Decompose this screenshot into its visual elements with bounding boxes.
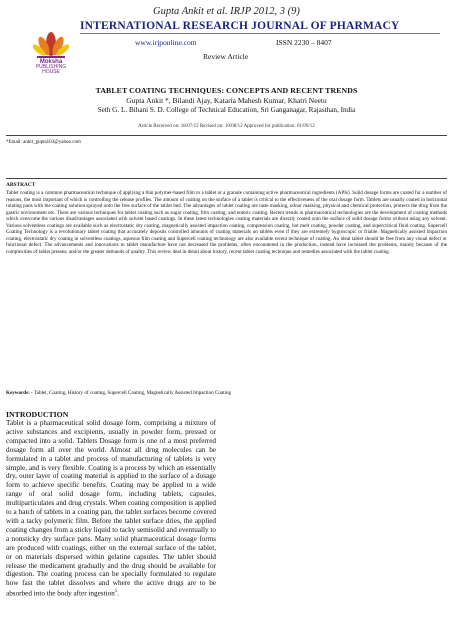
intro-text: Tablet is a pharmaceutical solid dosage form, comprising a mixture of active substances and excipients, usually in powder form, pressed or compacted into a solid. Tablets Dosage form is one of a most preferred dosage form all over the world. Almost all drug molecules can be formulated in a tablet and process of manufacturing of tablets is very simple, and is very flexible. Coating is a process by which an essentially dry, outer layer of coating material is applied to the surface of a dosage form to achieve specific benefits. Coating may be applied to a wide range of oral solid dosage form, including tablets, capsules, multiparticulates and drug crystals. When coating composition is applied to a batch of tablets in a coating pan, the tablet surfaces become covered with a tacky polymeric film. Before the tablet surface dries, the applied coating changes from a sticky liquid to tacky semisolid and eventually to a nonsticky dry surface pans. Many solid pharmaceutical dosage forms are produced with coatings, either on the external surface of the tablet, or on materials dispersed within gelatine capsules. The tablet should release the medicament gradually and the drug should be available for digestion. The coating process can be specially formulated to regulate how fast the tablet dissolves and where the active drugs are to be absorbed into the body after ingestion$^1$. <box>6 419 216 598</box>
journal-url[interactable]: www.irjponline.com <box>135 38 197 47</box>
divider-top <box>6 135 447 136</box>
keywords-label: Keywords: - <box>6 390 33 396</box>
paper-title: TABLET COATING TECHNIQUES: CONCEPTS AND RECENT TRENDS <box>95 86 358 95</box>
article-dates: Article Received on: 18/07/12 Revised on: 10/08/12 Approved for publication: 01/09/12 <box>138 124 315 129</box>
intro-citation: 1 <box>114 589 118 595</box>
running-head: Gupta Ankit et al. IRJP 2012, 3 (9) <box>153 6 300 17</box>
paper-affiliation: Seth G. L. Bihani S. D. College of Technical Education, Sri Ganganagar, Rajasthan, India <box>97 106 356 114</box>
logo-text <box>30 60 72 75</box>
abstract-text: Tablet coating is a common pharmaceutical technique of applying a thin polymer-based film to a tablet or a granule containing active pharmaceutical ingredients (APIs). Solid dosage forms are coated for a number of reasons, the most important of which is controlling the release profiles. The amount of coating on the surface of a tablet is critical to the effectiveness of the oral dosage form. Tablets are usually coated in horizontal rotating pans with the coating solution sprayed onto the free surface of the tablet bed. The advantages of tablet coating are taste masking, odour masking, physical and chemical protection, protects the drug from the gastric environment etc. There are various techniques for tablet coating such as sugar coating, film coating, and enteric coating. Recent trends in pharmaceutical technologies are the development of coating methods which overcome the various disadvantages associated with solvent based coatings. In these latest technologies coating materials are directly coated onto the surface of solid dosage forms without using any solvent. Various solventless coatings are available such as electrostatic dry coating, magnetically assisted impaction coating, compression coating, hot melt coating, powder coating, and supercritical fluid coating. Supercell Coating Technology is a revolutionary tablet coating that accurately deposits controlled amounts of coating materials on tablets even if they are extremely hygroscopic or friable. Magnetically assisted impaction coating, electrostatic dry coating in solventless coatings, aqueous film coating and Supercell coating technology are also available recent technique of coating. An ideal tablet should be free from any visual defect or functional defect. The advancements and innovations in tablet manufacture have not decreased the problems, often encountered in the production, instead have increased the problems, mainly because of the complexities of tablet presses; and/or the greater demands of quality. This review deal in detail about history, recent tablet coating technique and remedies associated with the tablet coating. <box>6 190 447 255</box>
keywords-text: Tablet, Coating, History of coating, Supercell Coating, Magnetically Assisted Impaction Coating <box>33 390 232 396</box>
journal-title-text: INTERNATIONAL RESEARCH JOURNAL OF PHARMACY <box>80 20 400 32</box>
moksha-flower-logo <box>33 22 69 62</box>
keywords <box>6 390 447 396</box>
title-rule <box>80 33 440 34</box>
logo-tagline: PUBLISHING HOUSE <box>35 64 67 75</box>
journal-issn: ISSN 2230 – 8407 <box>276 38 332 47</box>
left-column <box>6 410 216 599</box>
journal-title <box>80 20 440 32</box>
article-type: Review Article <box>203 52 249 61</box>
intro-heading: INTRODUCTION <box>6 410 69 419</box>
author-email[interactable]: *Email: ankit_gupta103@yahoo.com <box>6 140 81 145</box>
logo-name: Moksha <box>39 59 63 65</box>
intro-body: Tablet is a pharmaceutical solid dosage form, comprising a mixture of active substances and excipients, usually in powder form, pressed or compacted into a solid. Tablets Dosage form is one of a most preferred dosage form all over the world. Almost all drug molecules can be formulated in a tablet and process of manufacturing of tablets is very simple, and is very flexible. Coating is a process by which an essentially dry, outer layer of coating material is applied to the surface of a dosage form to achieve specific benefits. Coating may be applied to a wide range of oral solid dosage form, including tablets, capsules, multiparticulates and drug crystals. When coating composition is applied to a batch of tablets in a coating pan, the tablet surfaces become covered with a tacky polymeric film. Before the tablet surface dries, the applied coating changes from a sticky liquid to tacky semisolid and eventually to a nonsticky dry surface pans. Many solid pharmaceutical dosage forms are produced with coatings, either on the external surface of the tablet, or on materials dispersed within gelatine capsules. The tablet should release the medicament gradually and the drug should be available for digestion. The coating process can be specially formulated to regulate how fast the tablet dissolves and where the active drugs are to be absorbed into the body after ingestion <box>6 419 216 598</box>
paper-authors: Gupta Ankit *, Bilandi Ajay, Kataria Mahesh Kumar, Khatri Neetu <box>126 96 327 105</box>
abstract-heading: ABSTRACT <box>6 182 36 188</box>
divider-abstract <box>6 178 447 179</box>
